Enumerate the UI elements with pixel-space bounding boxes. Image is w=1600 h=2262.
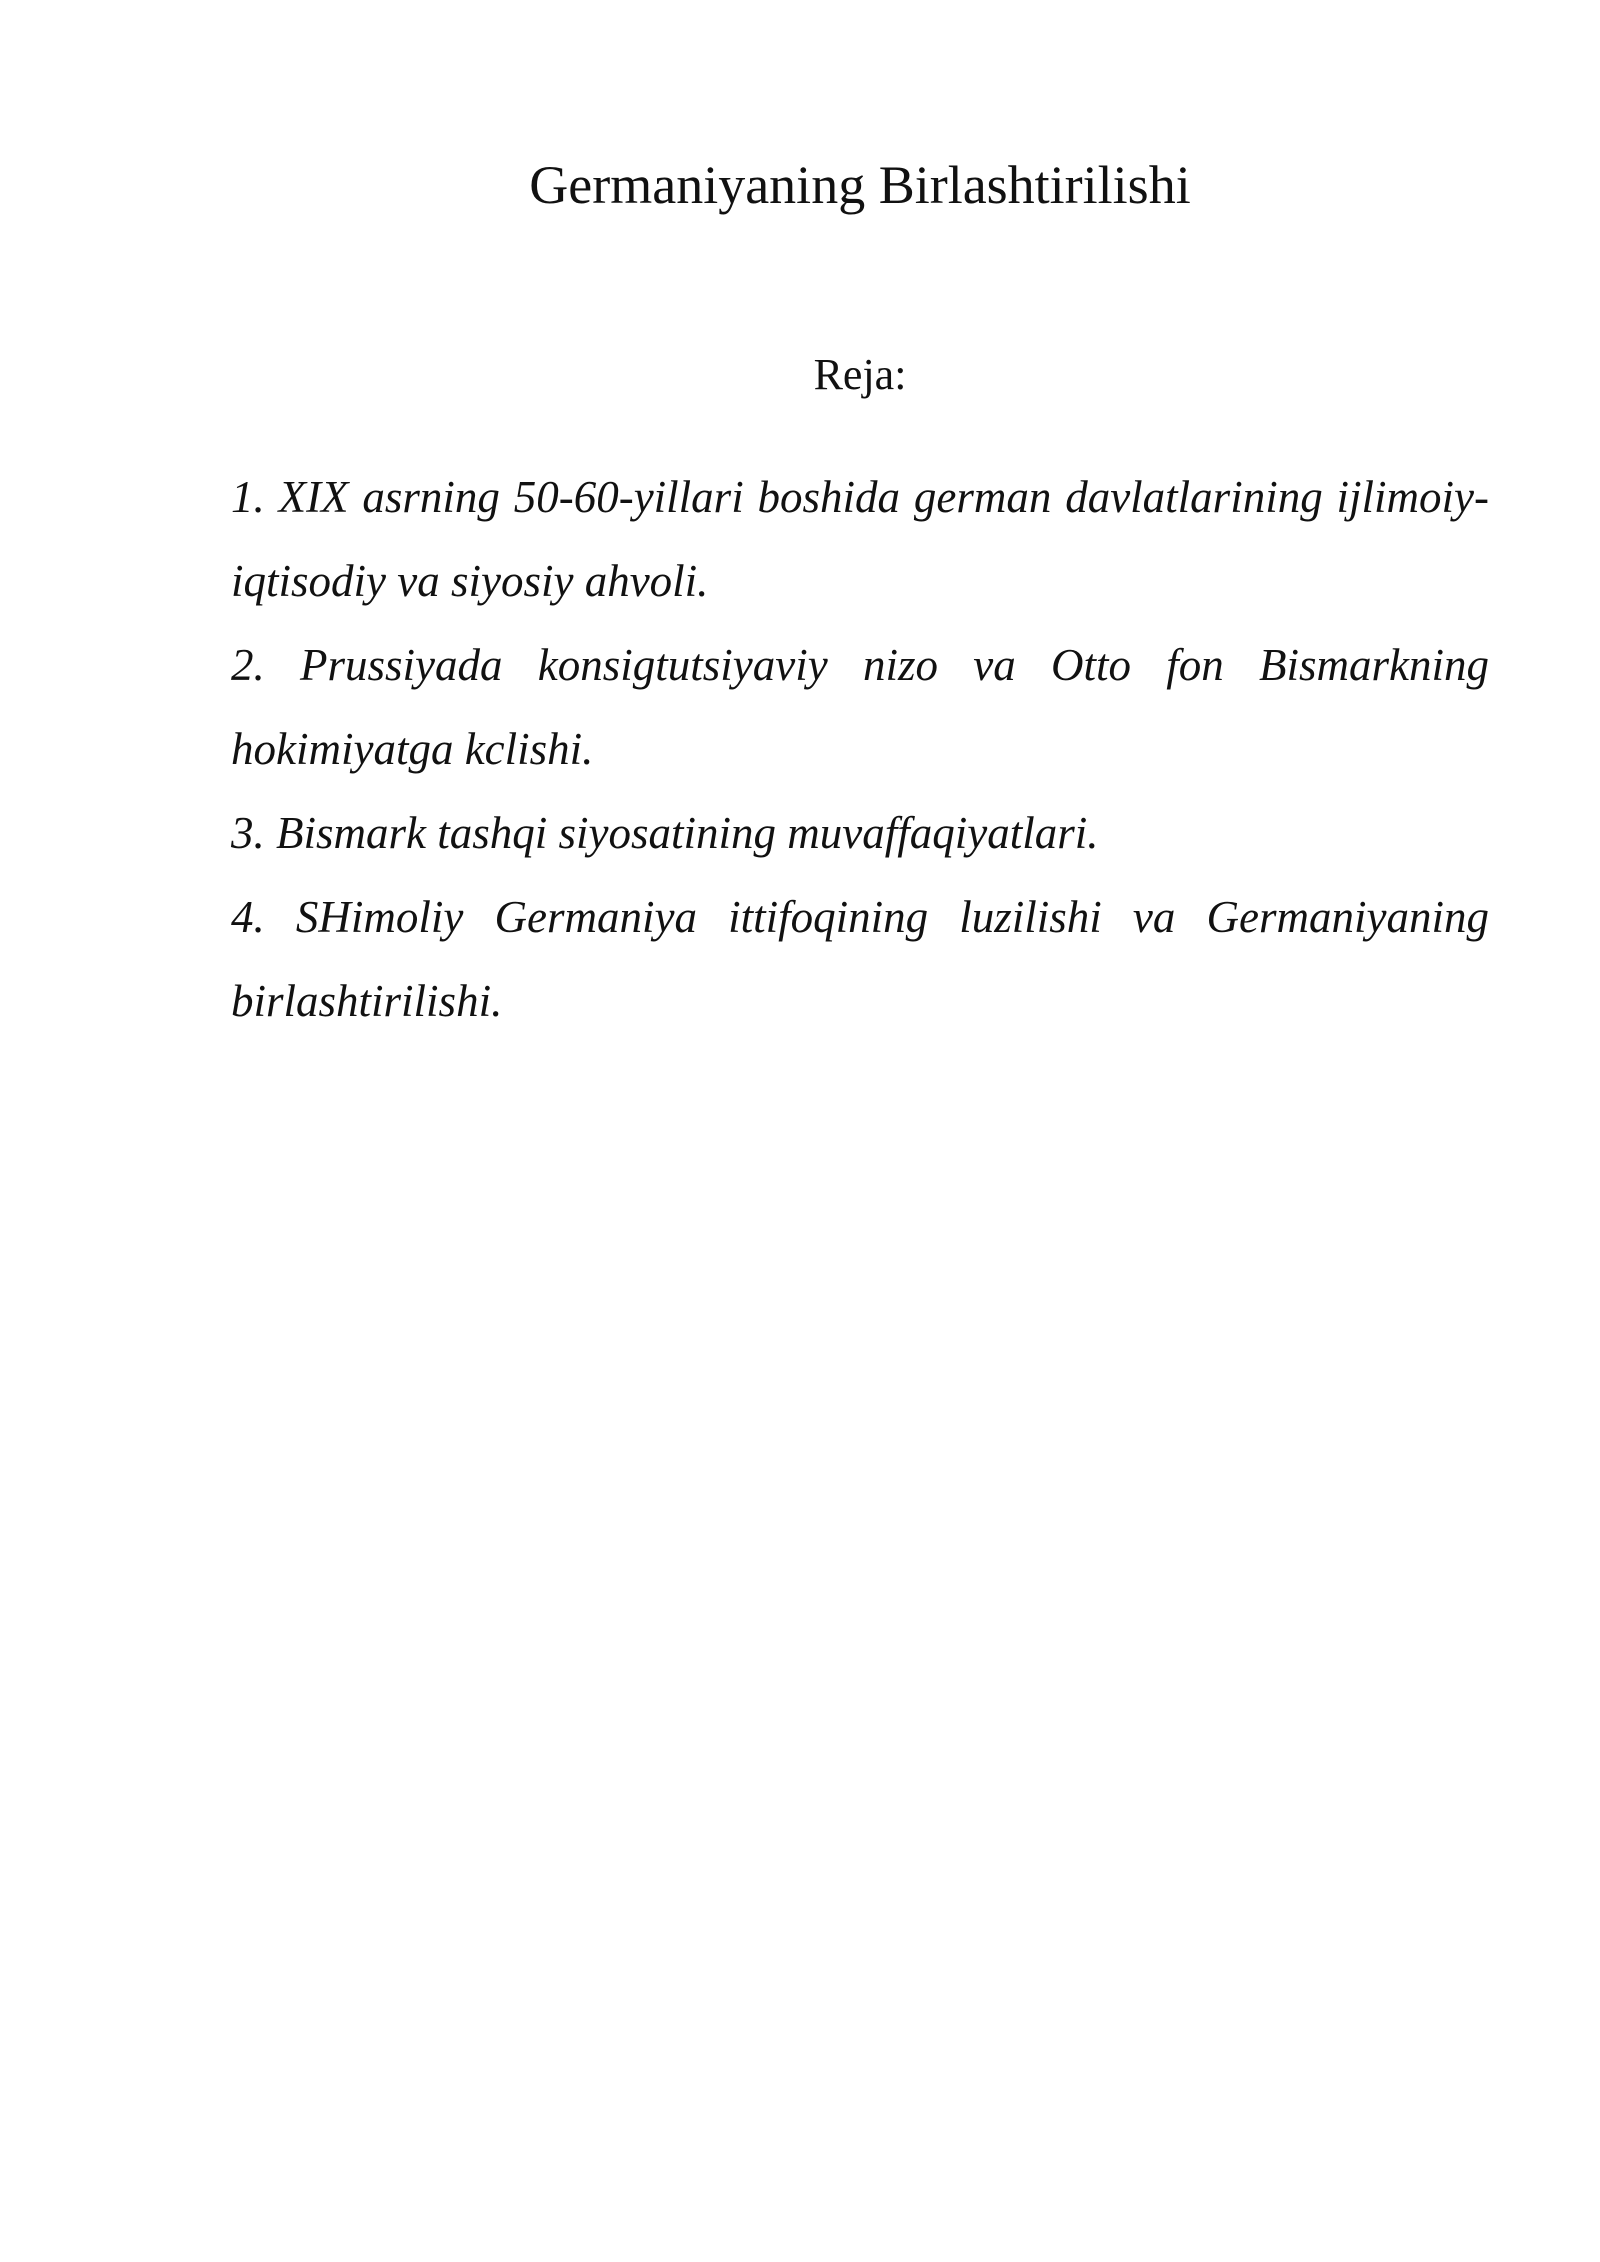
plan-item-4: 4. SHimoliy Germaniya ittifoqining luzilishi va Germaniyaning birlashtirilishi. bbox=[231, 892, 1489, 1026]
plan-list bbox=[231, 455, 1489, 1043]
plan-heading: Reja: bbox=[813, 350, 907, 399]
plan-item-3: 3. Bismark tashqi siyosatining muvaffaqiyatlari. bbox=[231, 808, 1099, 858]
plan-item-1: 1. XIX asrning 50-60-yillari boshida german davlatlarining ijlimoiy-iqtisodiy va siyosiy ahvoli. bbox=[231, 472, 1489, 606]
plan-item-2: 2. Prussiyada konsigtutsiyaviy nizo va Otto fon Bismarkning hokimiyatga kclishi. bbox=[231, 640, 1489, 774]
page-title: Germaniyaning Birlashtirilishi bbox=[529, 155, 1191, 215]
